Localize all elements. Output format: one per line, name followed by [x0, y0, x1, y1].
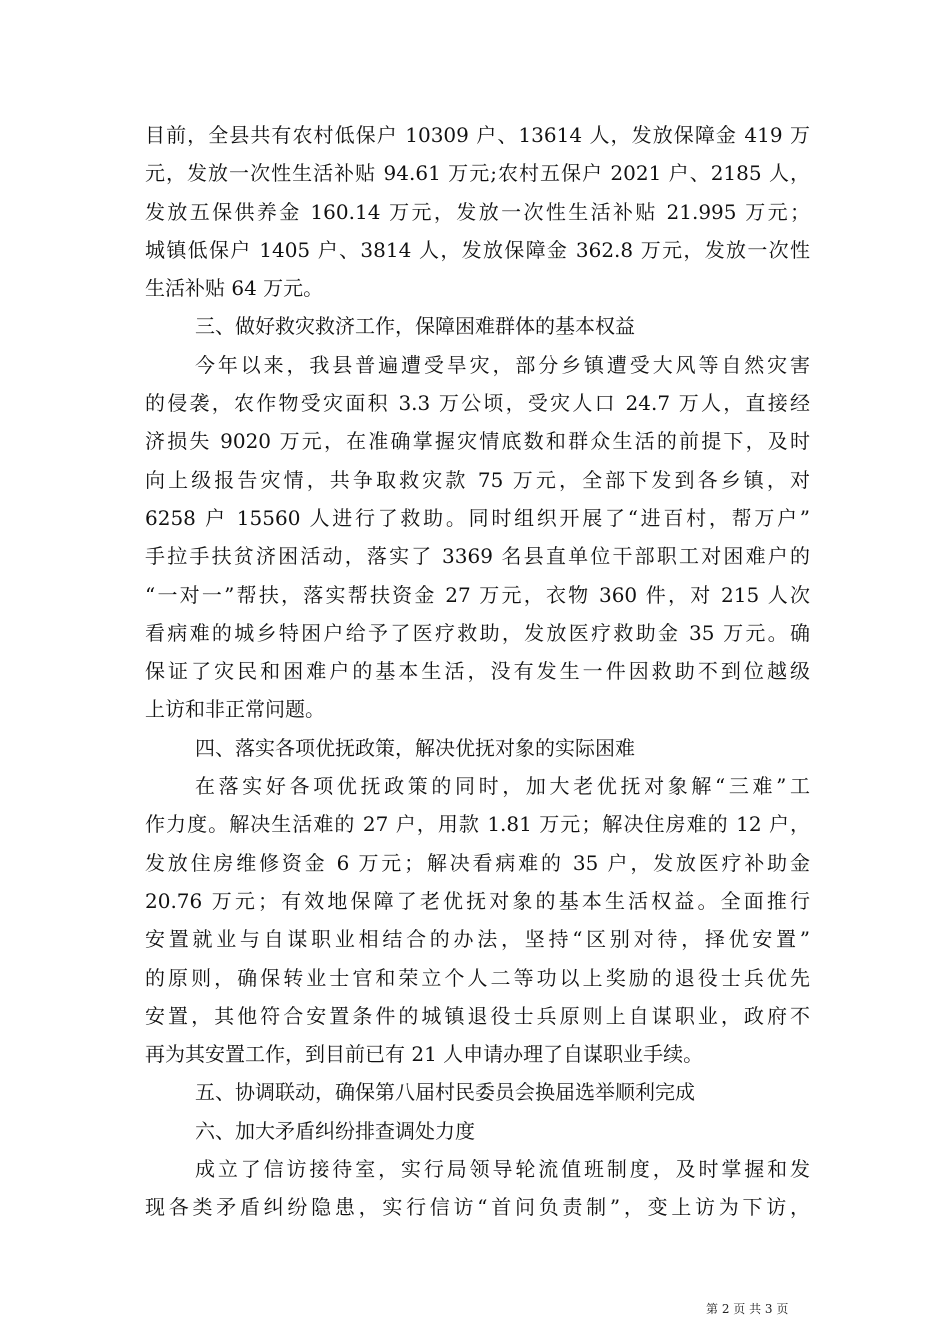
text-line: 发放五保供养金 160.14 万元，发放一次性生活补贴 21.995 万元； [145, 199, 810, 224]
text-line: 保证了灾民和困难户的基本生活，没有发生一件因救助不到位越级 [145, 659, 810, 684]
text-line: 发放住房维修资金 6 万元；解决看病难的 35 户，发放医疗补助金 [145, 850, 810, 875]
section-heading-3: 三、做好救灾救济工作，保障困难群体的基本权益 [195, 314, 635, 339]
text-line: 看病难的城乡特困户给予了医疗救助，发放医疗救助金 35 万元。确 [145, 620, 810, 645]
text-line: 安置，其他符合安置条件的城镇退役士兵原则上自谋职业，政府不 [145, 1003, 810, 1028]
text-line: 手拉手扶贫济困活动，落实了 3369 名县直单位干部职工对困难户的 [145, 544, 810, 569]
text-line: 向上级报告灾情，共争取救灾款 75 万元，全部下发到各乡镇，对 [145, 467, 810, 492]
text-line: 安置就业与自谋职业相结合的办法，坚持“区别对待，择优安置” [145, 927, 810, 952]
text-line: 上访和非正常问题。 [145, 697, 325, 722]
text-line: 今年以来，我县普遍遭受旱灾，部分乡镇遭受大风等自然灾害 [195, 352, 810, 377]
text-line: 20.76 万元；有效地保障了老优抚对象的基本生活权益。全面推行 [145, 888, 810, 913]
text-line: 元，发放一次性生活补贴 94.61 万元;农村五保户 2021 户、2185 人， [145, 161, 810, 186]
text-line: 的原则，确保转业士官和荣立个人二等功以上奖励的退役士兵优先 [145, 965, 810, 990]
section-heading-4: 四、落实各项优抚政策，解决优抚对象的实际困难 [195, 735, 635, 760]
text-line: 6258 户 15560 人进行了救助。同时组织开展了“进百村，帮万户” [145, 505, 810, 530]
text-line: 现各类矛盾纠纷隐患，实行信访“首问负责制”，变上访为下访， [145, 1195, 810, 1220]
text-line: 生活补贴 64 万元。 [145, 276, 324, 301]
text-line: “一对一”帮扶，落实帮扶资金 27 万元，衣物 360 件，对 215 人次 [145, 582, 810, 607]
text-line: 的侵袭，农作物受灾面积 3.3 万公顷，受灾人口 24.7 万人，直接经 [145, 391, 810, 416]
document-body [145, 116, 810, 1227]
section-heading-5: 五、协调联动，确保第八届村民委员会换届选举顺利完成 [195, 1080, 695, 1105]
text-line: 目前，全县共有农村低保户 10309 户、13614 人，发放保障金 419 万 [145, 123, 810, 147]
text-line: 成立了信访接待室，实行局领导轮流值班制度，及时掌握和发 [195, 1157, 810, 1182]
text-line: 在落实好各项优抚政策的同时，加大老优抚对象解“三难”工 [195, 774, 810, 799]
text-line: 城镇低保户 1405 户、3814 人，发放保障金 362.8 万元，发放一次性 [145, 237, 810, 262]
page-number: 第 2 页 共 3 页 [706, 1302, 789, 1316]
text-line: 再为其安置工作，到目前已有 21 人申请办理了自谋职业手续。 [145, 1042, 704, 1067]
text-line: 济损失 9020 万元，在准确掌握灾情底数和群众生活的前提下，及时 [145, 429, 810, 454]
section-heading-6: 六、加大矛盾纠纷排查调处力度 [195, 1118, 475, 1143]
text-line: 作力度。解决生活难的 27 户，用款 1.81 万元；解决住房难的 12 户， [145, 812, 810, 837]
